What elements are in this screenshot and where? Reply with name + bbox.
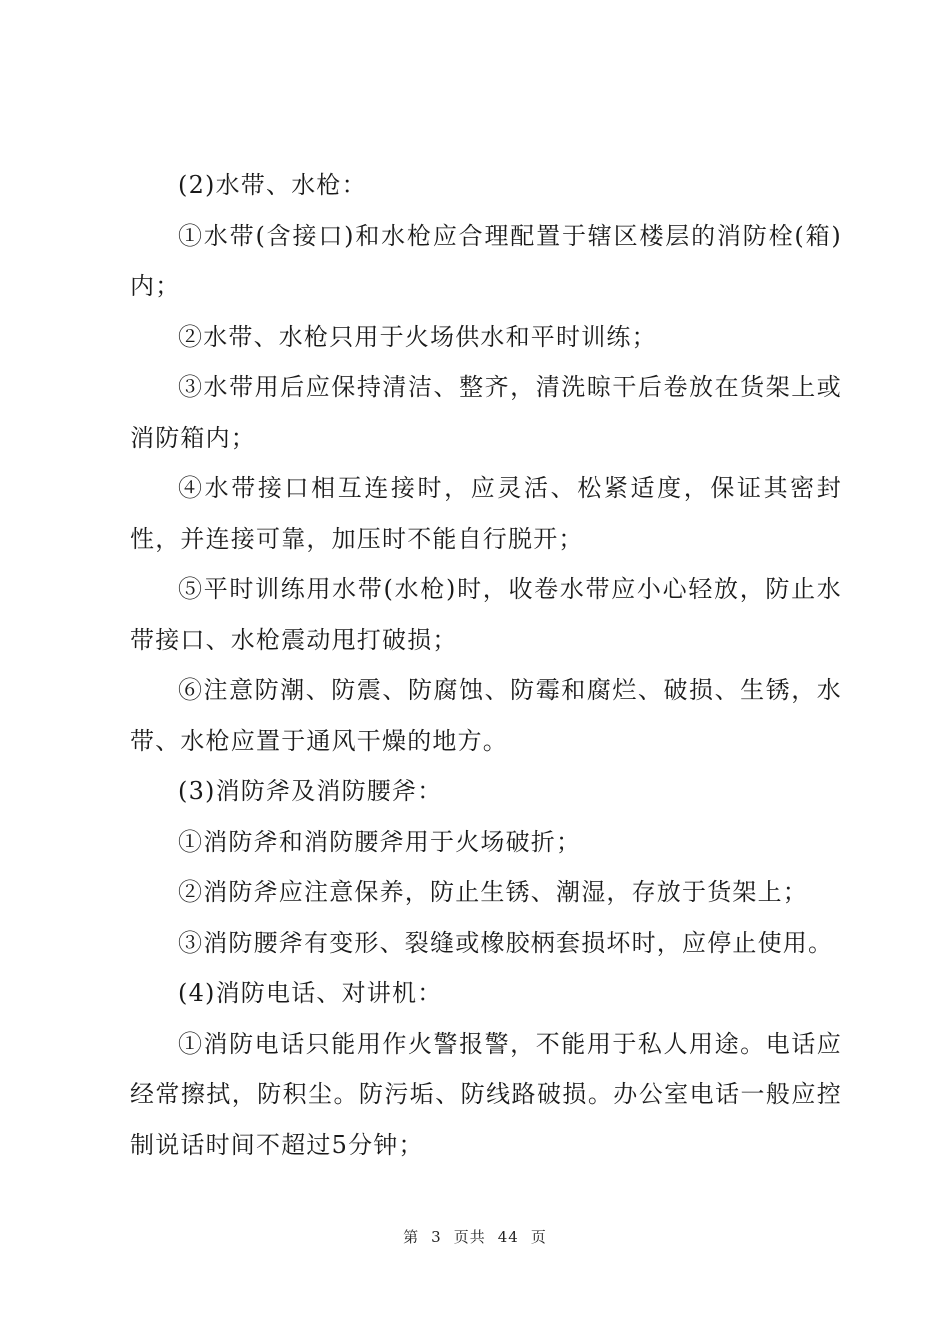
paragraph-hose-item-5: ⑤平时训练用水带(水枪)时，收卷水带应小心轻放，防止水带接口、水枪震动甩打破损； xyxy=(130,575,842,654)
paragraph-hose-nozzle-heading: (2)水带、水枪： xyxy=(178,171,367,199)
document-body xyxy=(130,160,842,1170)
page-footer xyxy=(0,1226,950,1247)
footer-total-pages: 44 xyxy=(497,1228,519,1246)
footer-prefix: 第 xyxy=(403,1228,420,1246)
paragraph-hose-item-1: ①水带(含接口)和水枪应合理配置于辖区楼层的消防栓(箱)内； xyxy=(130,221,842,300)
paragraph-axe-heading: (3)消防斧及消防腰斧： xyxy=(178,777,443,805)
footer-suffix: 页 xyxy=(530,1228,547,1246)
paragraph-hose-item-2: ②水带、水枪只用于火场供水和平时训练； xyxy=(178,322,657,351)
paragraph-hose-item-4: ④水带接口相互连接时，应灵活、松紧适度，保证其密封性，并连接可靠，加压时不能自行脱开； xyxy=(130,474,842,553)
footer-middle: 页共 xyxy=(453,1228,486,1246)
paragraph-phone-item-1: ①消防电话只能用作火警报警，不能用于私人用途。电话应经常擦拭，防积尘。防污垢、防线路破损。办公室电话一般应控制说话时间不超过5分钟； xyxy=(130,1029,842,1159)
paragraph-hose-item-6: ⑥注意防潮、防震、防腐蚀、防霉和腐烂、破损、生锈，水带、水枪应置于通风干燥的地方。 xyxy=(130,676,842,755)
paragraph-hose-item-3: ③水带用后应保持清洁、整齐，清洗晾干后卷放在货架上或消防箱内； xyxy=(130,373,842,452)
footer-page-number: 3 xyxy=(431,1228,442,1246)
paragraph-axe-item-3: ③消防腰斧有变形、裂缝或橡胶柄套损坏时，应停止使用。 xyxy=(178,928,834,957)
paragraph-phone-heading: (4)消防电话、对讲机： xyxy=(178,979,443,1007)
paragraph-axe-item-2: ②消防斧应注意保养，防止生锈、潮湿，存放于货架上； xyxy=(178,878,808,906)
paragraph-axe-item-1: ①消防斧和消防腰斧用于火场破折； xyxy=(178,827,582,856)
